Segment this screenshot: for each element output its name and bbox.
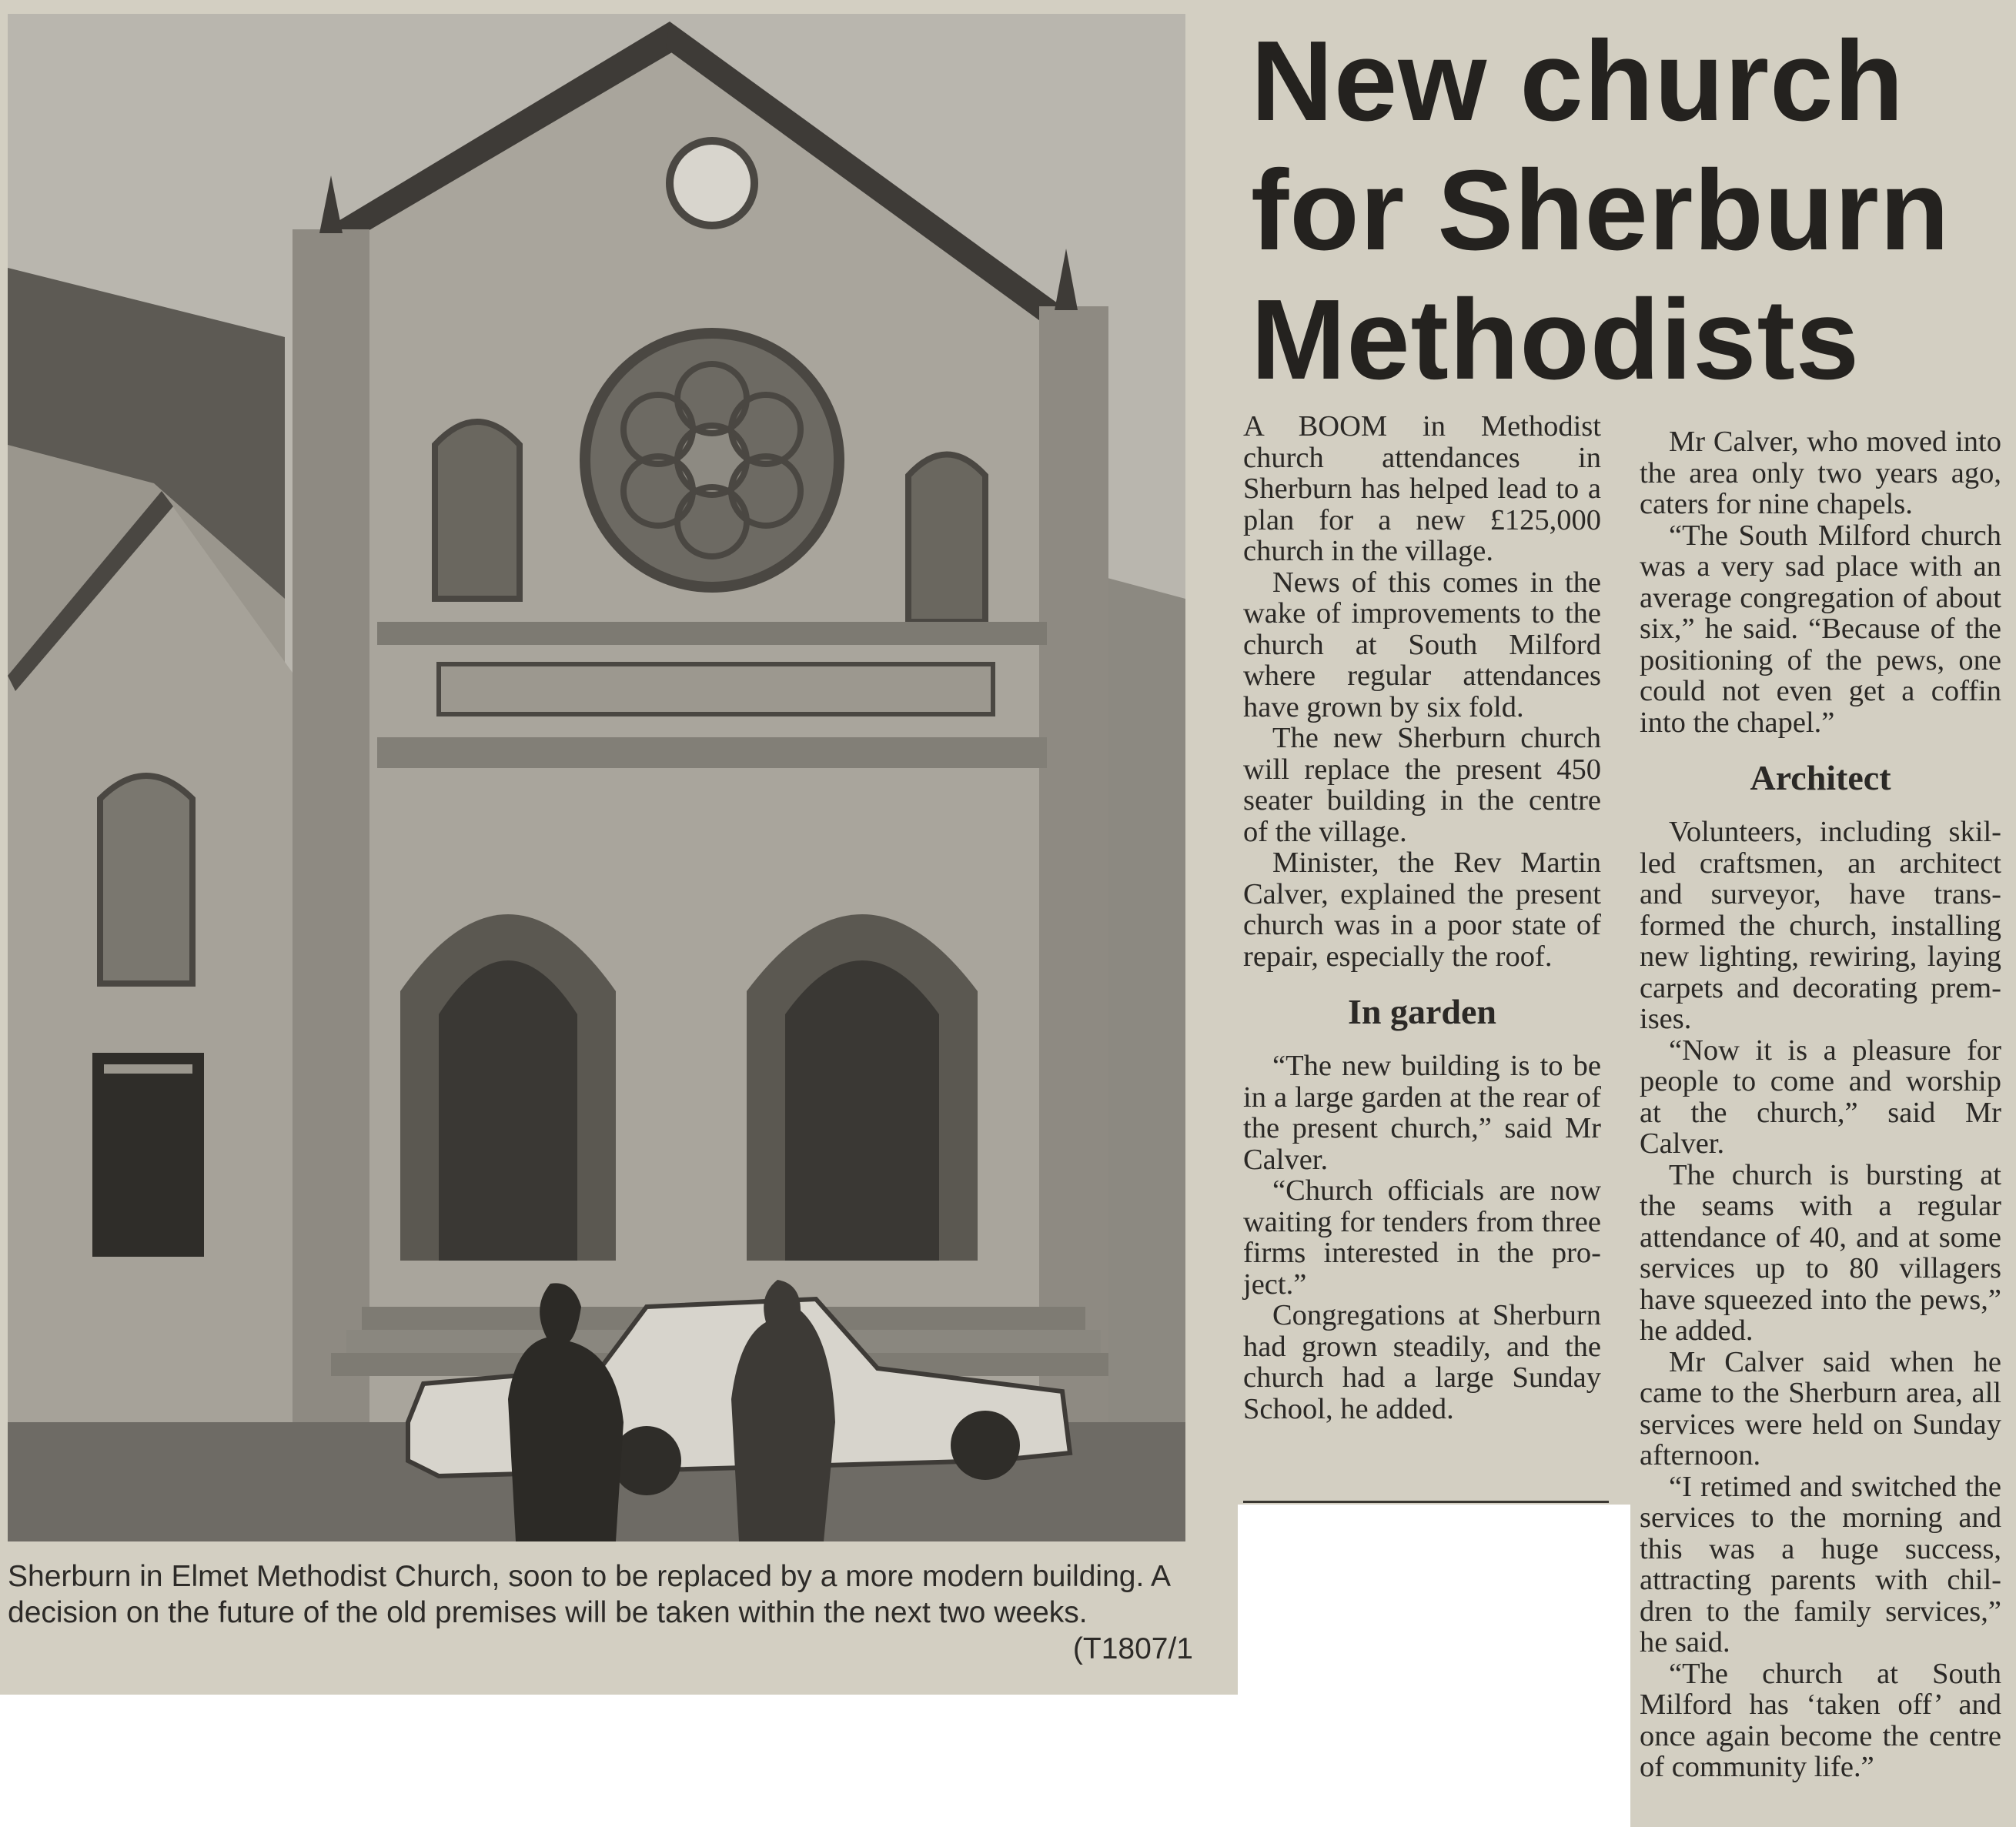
church-photograph bbox=[8, 14, 1185, 1541]
paragraph: “I retimed and switched the services to the morning and this was a huge success, attracting parents with children to the family services,” he said. bbox=[1640, 1470, 2001, 1658]
paragraph: News of this comes in the wake of improvements to the church at South Milford where regular attendances have grown by six fold. bbox=[1243, 566, 1601, 723]
column-rule bbox=[1243, 1501, 1609, 1503]
paragraph: A BOOM in Methodist church attendances in Sherburn has helped lead to a plan for a new £125,000 church in the village. bbox=[1243, 410, 1601, 567]
article-column-right bbox=[1640, 426, 2001, 1783]
paragraph: Congregations at Sherburn had grown steadily, and the church had a large Sunday School, he added. bbox=[1243, 1299, 1601, 1425]
subheading-in-garden: In garden bbox=[1348, 992, 1496, 1031]
paragraph: The new Sherburn church will replace the present 450 seater building in the centre of the village. bbox=[1243, 722, 1601, 848]
article-column-left bbox=[1243, 411, 1601, 1425]
paragraph: “Church officials are now waiting for tenders from three firms interested in the project.” bbox=[1243, 1174, 1601, 1301]
paragraph: “The church at South Milford has ‘taken off’ and once again become the centre of community life.” bbox=[1640, 1657, 2001, 1783]
background-margin bbox=[0, 1695, 1630, 1827]
caption-text: Sherburn in Elmet Methodist Church, soon to be replaced by a more modern building. A decision on the future of the old premises will be taken within the next two weeks. bbox=[8, 1560, 1169, 1629]
paragraph: Volunteers, including skilled craftsmen, an architect and surveyor, have transformed the church, installing new lighting, rewiring, laying carpets and decorating premises. bbox=[1640, 816, 2001, 1035]
headline-line-2: for Sherburn bbox=[1251, 147, 1951, 274]
subheading-architect: Architect bbox=[1750, 758, 1891, 797]
paragraph: The church is bursting at the seams with a regular attendance of 40, and at some services up to 80 villagers have squeezed into the pews,” he added. bbox=[1640, 1158, 2001, 1347]
photo-caption bbox=[8, 1558, 1209, 1667]
paragraph: “The new building is to be in a large garden at the rear of the present church,” said Mr Calver. bbox=[1243, 1050, 1601, 1176]
cutout-gap bbox=[1238, 1505, 1630, 1712]
paragraph: Mr Calver said when he came to the Sherburn area, all services were held on Sunday afternoon. bbox=[1640, 1345, 2001, 1471]
church-illustration bbox=[8, 14, 1185, 1541]
paragraph: Mr Calver, who moved into the area only two years ago, caters for nine chapels. bbox=[1640, 426, 2001, 520]
paragraph: “Now it is a pleasure for people to come and worship at the church,” said Mr Calver. bbox=[1640, 1034, 2001, 1160]
headline-line-1: New church bbox=[1251, 18, 1904, 145]
headline bbox=[1251, 17, 2013, 405]
caption-reference: (T1807/1 bbox=[1072, 1632, 1193, 1665]
headline-line-3: Methodists bbox=[1251, 276, 1861, 403]
paragraph: Minister, the Rev Martin Calver, explained the present church was in a poor state of repair, especially the roof. bbox=[1243, 847, 1601, 973]
paragraph: “The South Milford church was a very sad place with an average congregation of about six,” he said. “Because of the positioning of the pews, one could not even get a coffin into the chapel.” bbox=[1640, 519, 2001, 739]
